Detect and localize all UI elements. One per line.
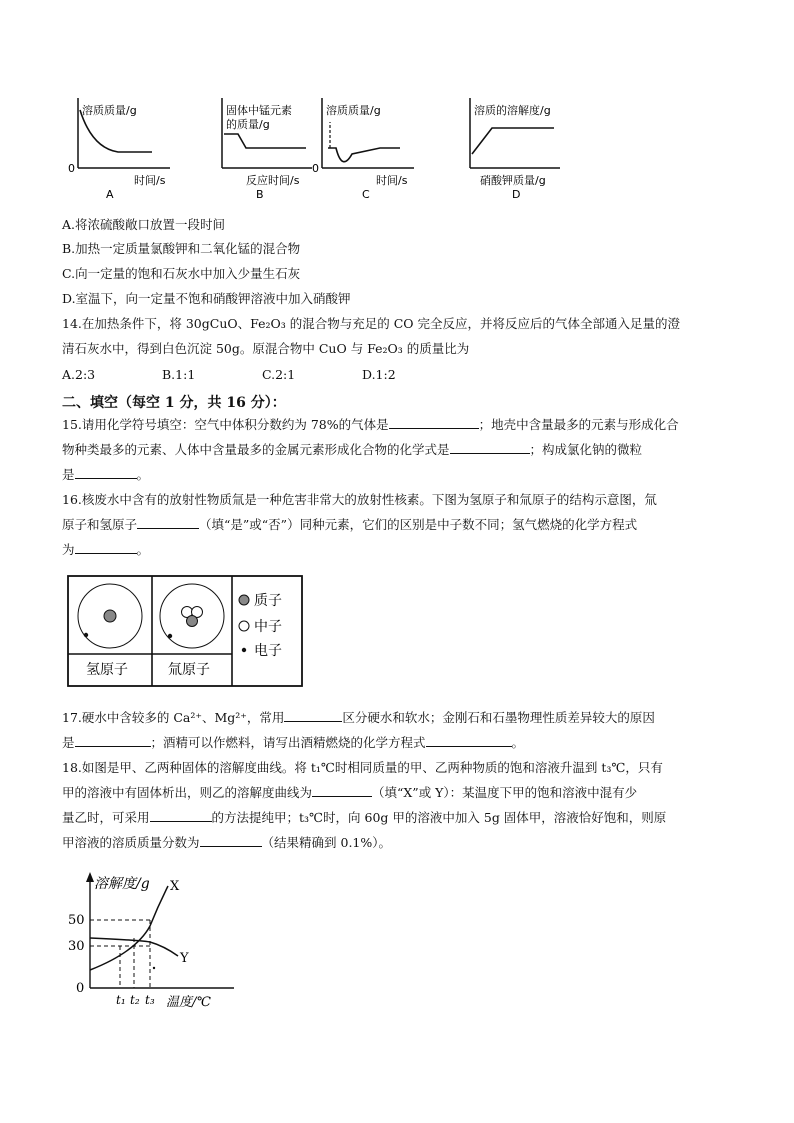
q16-text-3b: 。 [136, 542, 150, 557]
solubility-y-30: 30 [68, 939, 85, 954]
q18-blank-1[interactable] [312, 784, 372, 797]
graph-c [312, 98, 414, 201]
atom-structure-figure [66, 574, 306, 692]
graph-b [222, 98, 312, 201]
q15-text-1b: ；地壳中含量最多的元素与形成化合 [478, 417, 679, 432]
graph-c-xlabel: 时间/s [376, 174, 408, 187]
legend-electron-icon [242, 648, 246, 652]
graph-a-ylabel: 溶质质量/g [82, 104, 137, 117]
q14-line-1: 14.在加热条件下，将 30gCuO、Fe₂O₃ 的混合物与充足的 CO 完全反应，并将反应后的气体全部通入足量的澄 [62, 316, 681, 331]
q14-choice-d: D.1:2 [362, 367, 396, 382]
q15-text-3a: 是 [62, 467, 75, 482]
graph-b-letter: B [256, 188, 264, 201]
q14-choice-c: C.2:1 [262, 367, 296, 382]
solubility-curve-figure [66, 866, 242, 1016]
graph-row [60, 92, 580, 204]
q18-blank-3[interactable] [200, 834, 262, 847]
tritium-electron [168, 634, 172, 638]
q15-text-2b: ；构成氯化钠的微粒 [529, 442, 643, 457]
curve-y-label: Y [180, 951, 189, 966]
q17-text-2a: 是 [62, 735, 75, 750]
q13-option-a: A.将浓硫酸敞口放置一段时间 [62, 217, 226, 232]
q18-text-4b: （结果精确到 0.1%）。 [261, 835, 391, 850]
q17-blank-2[interactable] [75, 734, 151, 747]
q15-line-2 [62, 441, 642, 459]
q16-line-1: 16.核废水中含有的放射性物质氚是一种危害非常大的放射性核素。下图为氢原子和氚原子的结构示意图，氚 [62, 492, 657, 507]
graph-a-xlabel: 时间/s [134, 174, 166, 187]
tick-t1: t₁ [116, 993, 126, 1007]
q17-text-1a: 17.硬水中含较多的 Ca²⁺、Mg²⁺，常用 [62, 710, 285, 725]
curve-x [90, 886, 168, 970]
tick-t2: t₂ [130, 993, 140, 1007]
graph-d-xlabel: 硝酸钾质量/g [480, 174, 546, 187]
q18-text-2b: （填“X”或 Y）：某温度下甲的饱和溶液中混有少 [372, 785, 638, 800]
q18-line-1: 18.如图是甲、乙两种固体的溶解度曲线。将 t₁℃时相同质量的甲、乙两种物质的饱和溶液升温到 t₃℃，只有 [62, 760, 663, 775]
legend-proton-label: 质子 [254, 593, 282, 609]
graph-c-letter: C [362, 188, 370, 201]
graph-a [68, 98, 170, 201]
q16-line-2 [62, 516, 637, 534]
q16-line-3 [62, 541, 149, 559]
q13-option-b: B.加热一定质量氯酸钾和二氧化锰的混合物 [62, 241, 301, 256]
q18-line-3 [62, 809, 666, 827]
tritium-proton [187, 616, 198, 627]
q17-text-2c: 。 [511, 735, 525, 750]
q14-choice-b: B.1:1 [162, 367, 196, 382]
graph-d [470, 98, 560, 201]
graph-d-letter: D [512, 188, 521, 201]
q15-text-2a: 物种类最多的元素、人体中含量最多的金属元素形成化合物的化学式是 [62, 442, 450, 457]
q16-text-2a: 原子和氢原子 [62, 517, 138, 532]
q18-text-3b: 的方法提纯甲；t₃℃时，向 60g 甲的溶液中加入 5g 固体甲，溶液恰好饱和，则原 [211, 810, 667, 825]
q16-text-2b: （填“是”或“否”）同种元素，它们的区别是中子数不同；氢气燃烧的化学方程式 [199, 517, 638, 532]
q15-text-3b: 。 [136, 467, 150, 482]
solubility-y-50: 50 [68, 913, 85, 928]
hydrogen-label: 氢原子 [86, 662, 128, 678]
graph-b-ylabel-2: 的质量/g [226, 118, 270, 131]
q14-choice-a: A.2:3 [62, 367, 96, 382]
q18-text-2a: 甲的溶液中有固体析出，则乙的溶解度曲线为 [62, 785, 313, 800]
graph-c-ylabel: 溶质质量/g [326, 104, 381, 117]
tritium-label: 氚原子 [168, 662, 210, 678]
tick-t3: t₃ [145, 993, 155, 1007]
graph-d-ylabel: 溶质的溶解度/g [474, 104, 551, 117]
curve-x-label: X [170, 879, 180, 894]
solubility-xlabel: 温度/℃ [166, 995, 211, 1010]
q17-blank-3[interactable] [426, 734, 512, 747]
q14-choices [62, 367, 462, 382]
legend-proton-icon [239, 595, 249, 605]
graph-a-origin: 0 [68, 162, 75, 175]
graph-b-ylabel-1: 固体中锰元素 [226, 104, 292, 117]
q16-blank-2[interactable] [75, 541, 137, 554]
q15-line-1 [62, 416, 679, 434]
q15-blank-3[interactable] [75, 466, 137, 479]
q18-line-4 [62, 834, 391, 852]
graph-b-curve [224, 134, 306, 148]
graph-c-origin: 0 [312, 162, 319, 175]
q18-text-4a: 甲溶液的溶质质量分数为 [62, 835, 200, 850]
q15-line-3 [62, 466, 149, 484]
q17-line-1 [62, 709, 655, 727]
hydrogen-proton [104, 610, 116, 622]
graph-a-letter: A [106, 188, 114, 201]
solubility-y-0: 0 [76, 981, 85, 996]
graph-c-curve [328, 148, 400, 162]
section-title: 二、填空（每空 1 分，共 16 分）： [62, 395, 286, 411]
q18-text-3a: 量乙时，可采用 [62, 810, 150, 825]
graph-d-curve [472, 128, 554, 154]
q15-blank-2[interactable] [450, 441, 530, 454]
graph-b-xlabel: 反应时间/s [246, 174, 300, 187]
q17-text-1b: 区分硬水和软水；金刚石和石墨物理性质差异较大的原因 [342, 710, 655, 725]
q16-blank-1[interactable] [137, 516, 199, 529]
q15-text-1a: 15.请用化学符号填空：空气中体积分数约为 78%的气体是 [62, 417, 389, 432]
q14-line-2: 清石灰水中，得到白色沉淀 50g。原混合物中 CuO 与 Fe₂O₃ 的质量比为 [62, 341, 470, 356]
legend-neutron-icon [239, 621, 249, 631]
q18-blank-2[interactable] [150, 809, 212, 822]
legend-neutron-label: 中子 [254, 619, 282, 635]
q17-text-2b: ；酒精可以作燃料，请写出酒精燃烧的化学方程式 [150, 735, 426, 750]
q17-line-2 [62, 734, 524, 752]
hydrogen-electron [84, 633, 88, 637]
q18-line-2 [62, 784, 637, 802]
q15-blank-1[interactable] [389, 416, 479, 429]
q17-blank-1[interactable] [284, 709, 342, 722]
solubility-ylabel: 溶解度/g [94, 876, 150, 892]
q13-option-d: D.室温下，向一定量不饱和硝酸钾溶液中加入硝酸钾 [62, 291, 351, 306]
q16-text-3a: 为 [62, 542, 75, 557]
q13-option-c: C.向一定量的饱和石灰水中加入少量生石灰 [62, 266, 301, 281]
legend-electron-label: 电子 [254, 643, 282, 659]
